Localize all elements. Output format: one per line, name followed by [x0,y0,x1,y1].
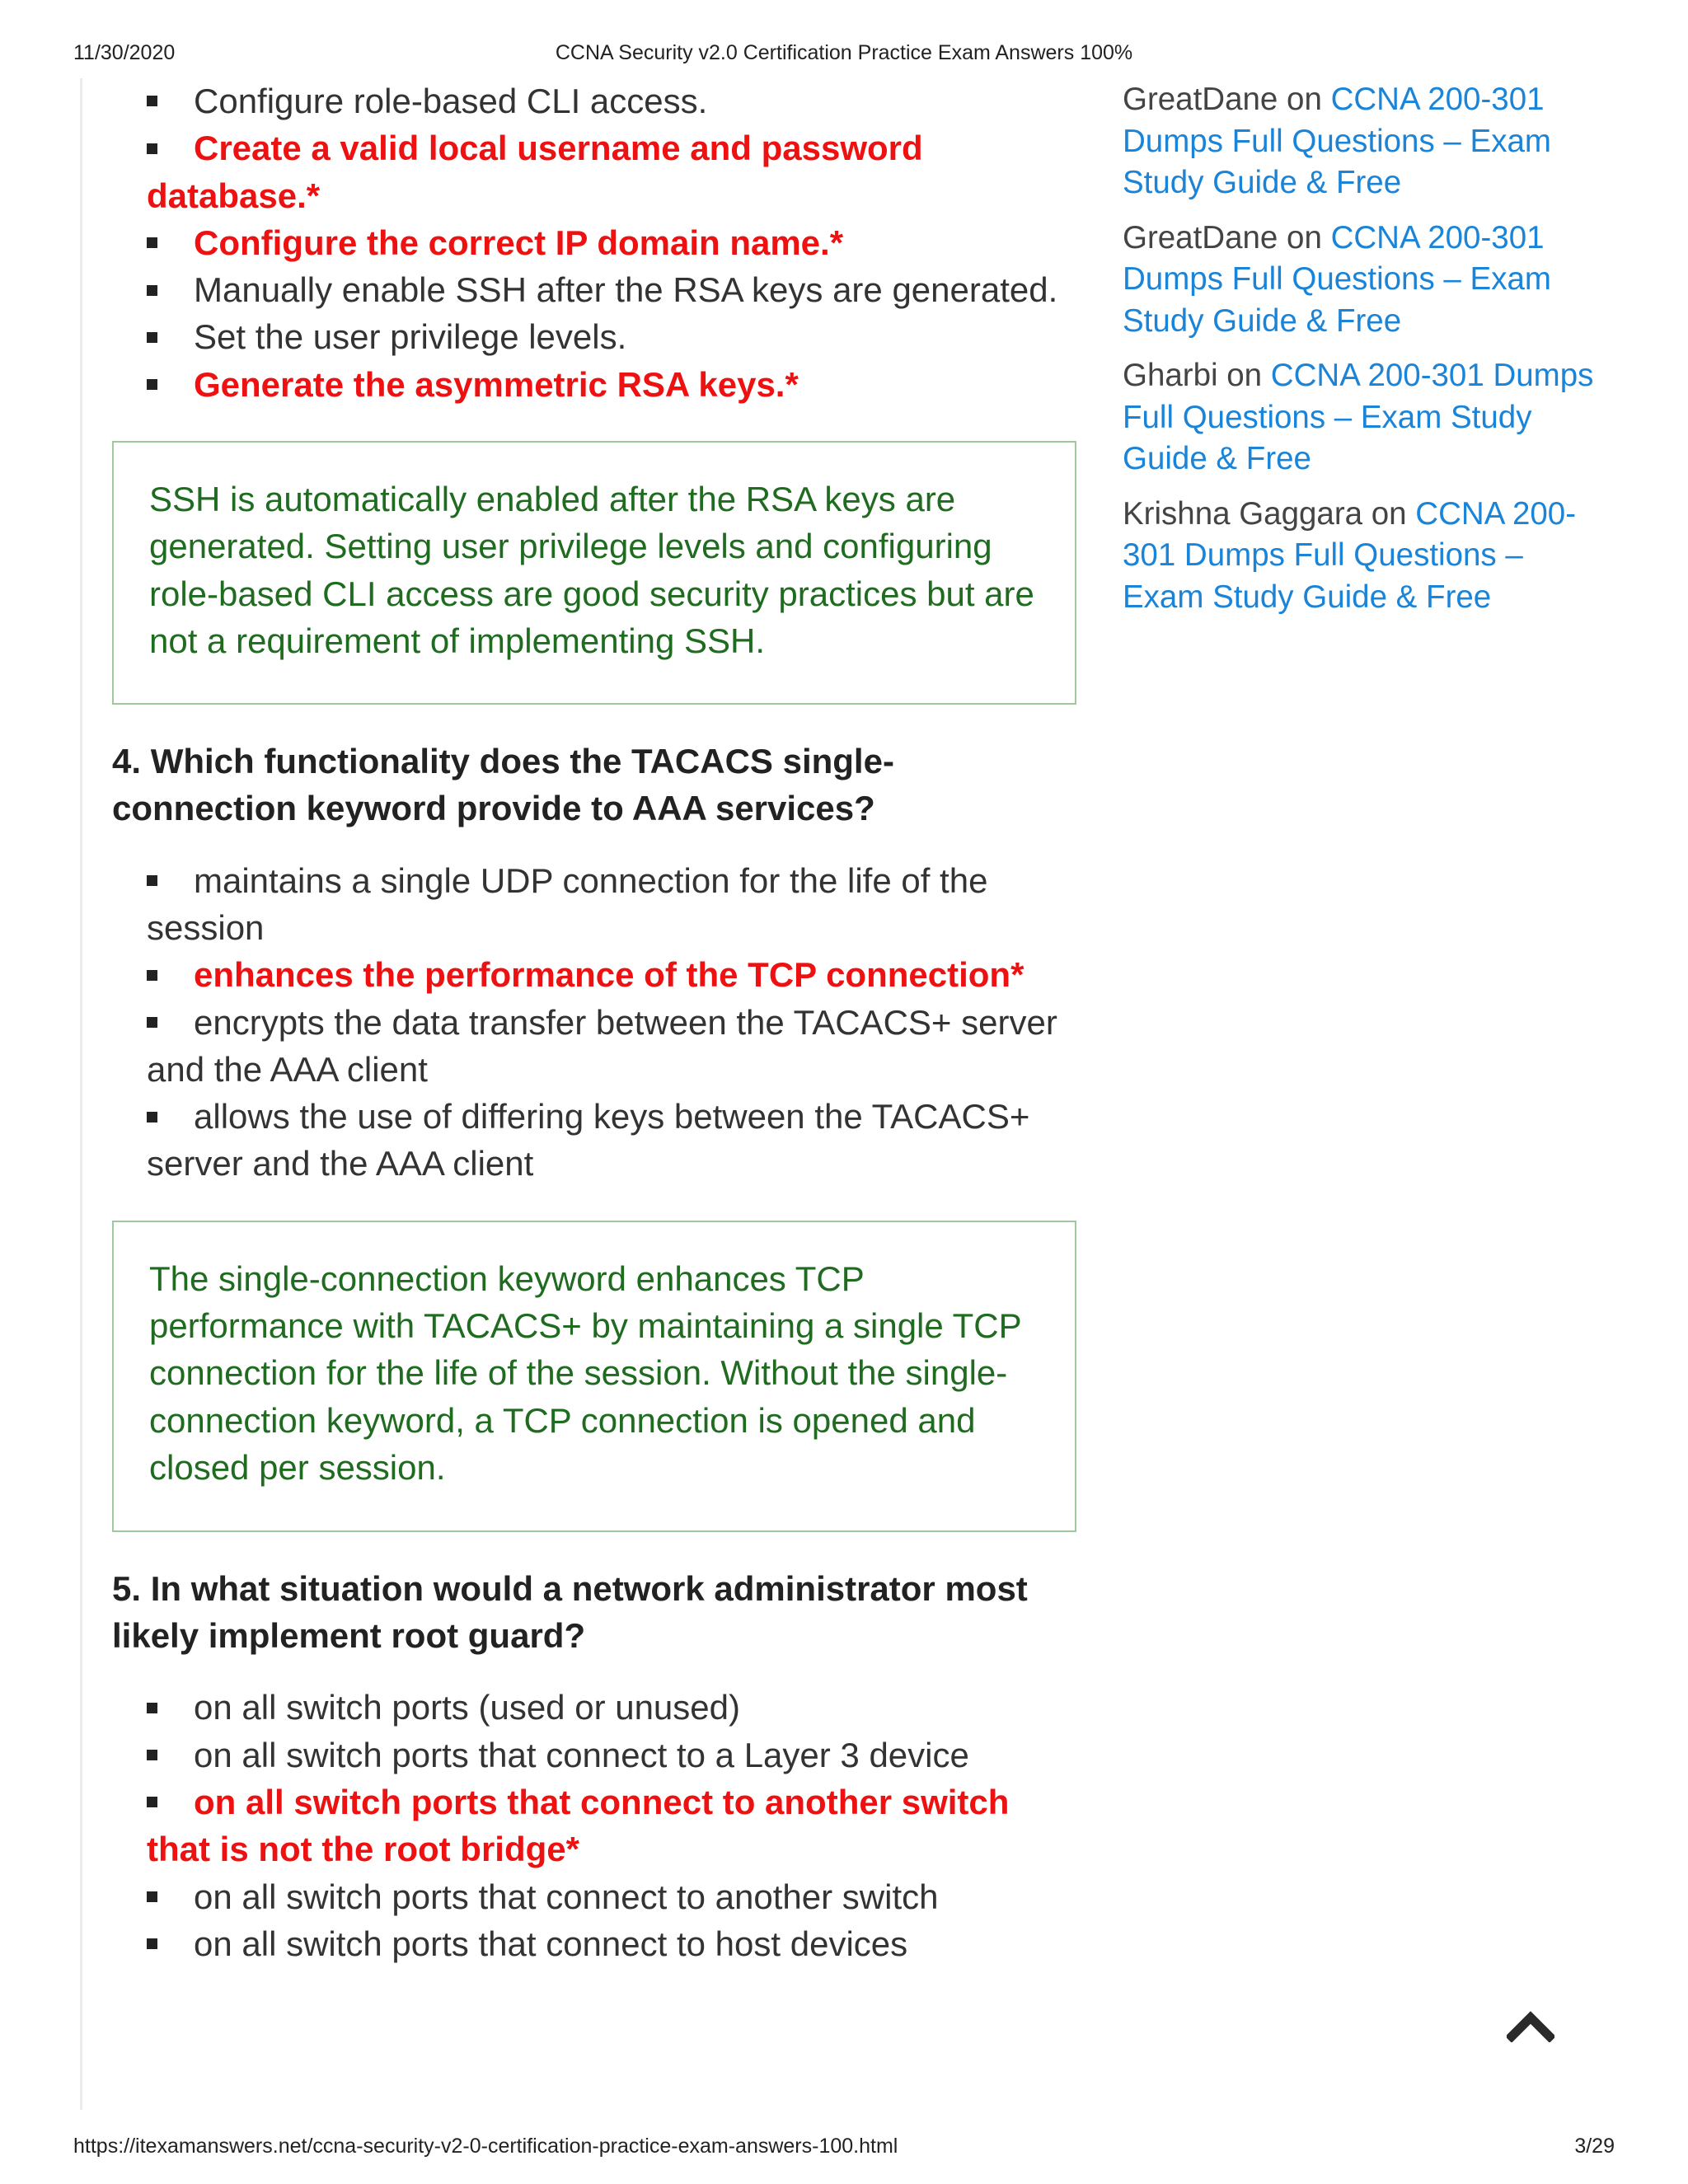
q3-option-2-correct: Create a valid local username and password database.* [147,129,923,215]
comment-author: Gharbi [1123,358,1218,393]
q3-explanation: SSH is automatically enabled after the RSA keys are generated. Setting user privilege levels and configuring role-based CLI access are good security practices but are not a requirement of implementing SSH. [112,441,1076,705]
bullet-square-icon [147,143,157,154]
q4-option-3: encrypts the data transfer between the TACACS+ server and the AAA client [147,1002,1057,1089]
comment-post-link[interactable]: CCNA 200-301 Dumps Full Questions – Exam Study Guide & Free [1123,219,1551,339]
print-title: CCNA Security v2.0 Certification Practice Exam Answers 100% [555,41,1133,64]
print-url: https://itexamanswers.net/ccna-security-v2-0-certification-practice-exam-answers-100.html [73,2135,898,2158]
comment-post-link[interactable]: CCNA 200-301 Dumps Full Questions – Exam Study Guide & Free [1123,358,1594,476]
comment-post-link[interactable]: CCNA 200-301 Dumps Full Questions – Exam Study Guide & Free [1123,82,1551,200]
comment-on: on [1287,219,1322,255]
chevron-up-icon [1507,2009,1554,2042]
q5-option-5: on all switch ports that connect to host devices [147,1920,1076,1967]
bullet-square-icon [147,285,157,296]
q3-option-5: Set the user privilege levels. [147,313,1076,360]
comment-on: on [1371,495,1407,532]
recent-comment [1123,355,1609,480]
q3-options [112,77,1076,408]
q4-explanation: The single-connection keyword enhances TCP performance with TACACS+ by maintaining a single TCP connection for the life of the session. Without the single-connection keyword, a TCP connection is opened and closed per session. [112,1221,1076,1532]
recent-comment [1123,494,1609,619]
q4-question: 4. Which functionality does the TACACS single-connection keyword provide to AAA services? [112,742,894,828]
comment-on: on [1226,358,1263,393]
q4-options [112,857,1076,1188]
recent-comment [1123,218,1609,343]
q5-option-4: on all switch ports that connect to another switch [147,1873,1076,1920]
q3-option-1: Configure role-based CLI access. [147,77,1076,124]
comment-author: Krishna Gaggara [1123,495,1363,532]
q3-option-6-correct: Generate the asymmetric RSA keys.* [147,361,1076,408]
recent-comment [1123,79,1609,204]
bullet-square-icon [147,875,157,886]
q5-question: 5. In what situation would a network administrator most likely implement root guard? [112,1568,1028,1656]
q3-option-3-correct: Configure the correct IP domain name.* [147,219,1076,266]
q3-option-4: Manually enable SSH after the RSA keys are generated. [147,266,1076,313]
comment-author: GreatDane [1123,219,1278,255]
q4-option-2-correct: enhances the performance of the TCP connection* [147,951,1076,998]
bullet-square-icon [147,1891,157,1902]
bullet-square-icon [147,1938,157,1949]
back-to-top-button[interactable] [1507,2009,1554,2042]
q5-option-1: on all switch ports (used or unused) [147,1684,1076,1731]
comment-on: on [1287,82,1322,117]
article-content [112,77,1076,1967]
print-date: 11/30/2020 [73,41,176,64]
bullet-square-icon [147,96,157,106]
comment-author: GreatDane [1123,82,1278,117]
q5-option-2: on all switch ports that connect to a Layer 3 device [147,1732,1076,1779]
bullet-square-icon [147,332,157,343]
bullet-square-icon [147,1703,157,1713]
bullet-square-icon [147,1797,157,1807]
bullet-square-icon [147,1750,157,1760]
bullet-square-icon [147,1017,157,1028]
content-left-rule [80,78,82,2110]
bullet-square-icon [147,379,157,390]
print-page-number: 3/29 [1574,2135,1615,2158]
q4-option-1: maintains a single UDP connection for the life of the session [147,860,988,947]
q4-option-4: allows the use of differing keys between the TACACS+ server and the AAA client [147,1097,1030,1183]
bullet-square-icon [147,970,157,981]
q5-options [112,1684,1076,1967]
bullet-square-icon [147,237,157,248]
sidebar-recent-comments [1123,79,1609,631]
q5-option-3-correct: on all switch ports that connect to another switch that is not the root bridge* [147,1782,1010,1869]
comment-post-link[interactable]: CCNA 200-301 Dumps Full Questions – Exam Study Guide & Free [1123,495,1577,615]
bullet-square-icon [147,1112,157,1122]
